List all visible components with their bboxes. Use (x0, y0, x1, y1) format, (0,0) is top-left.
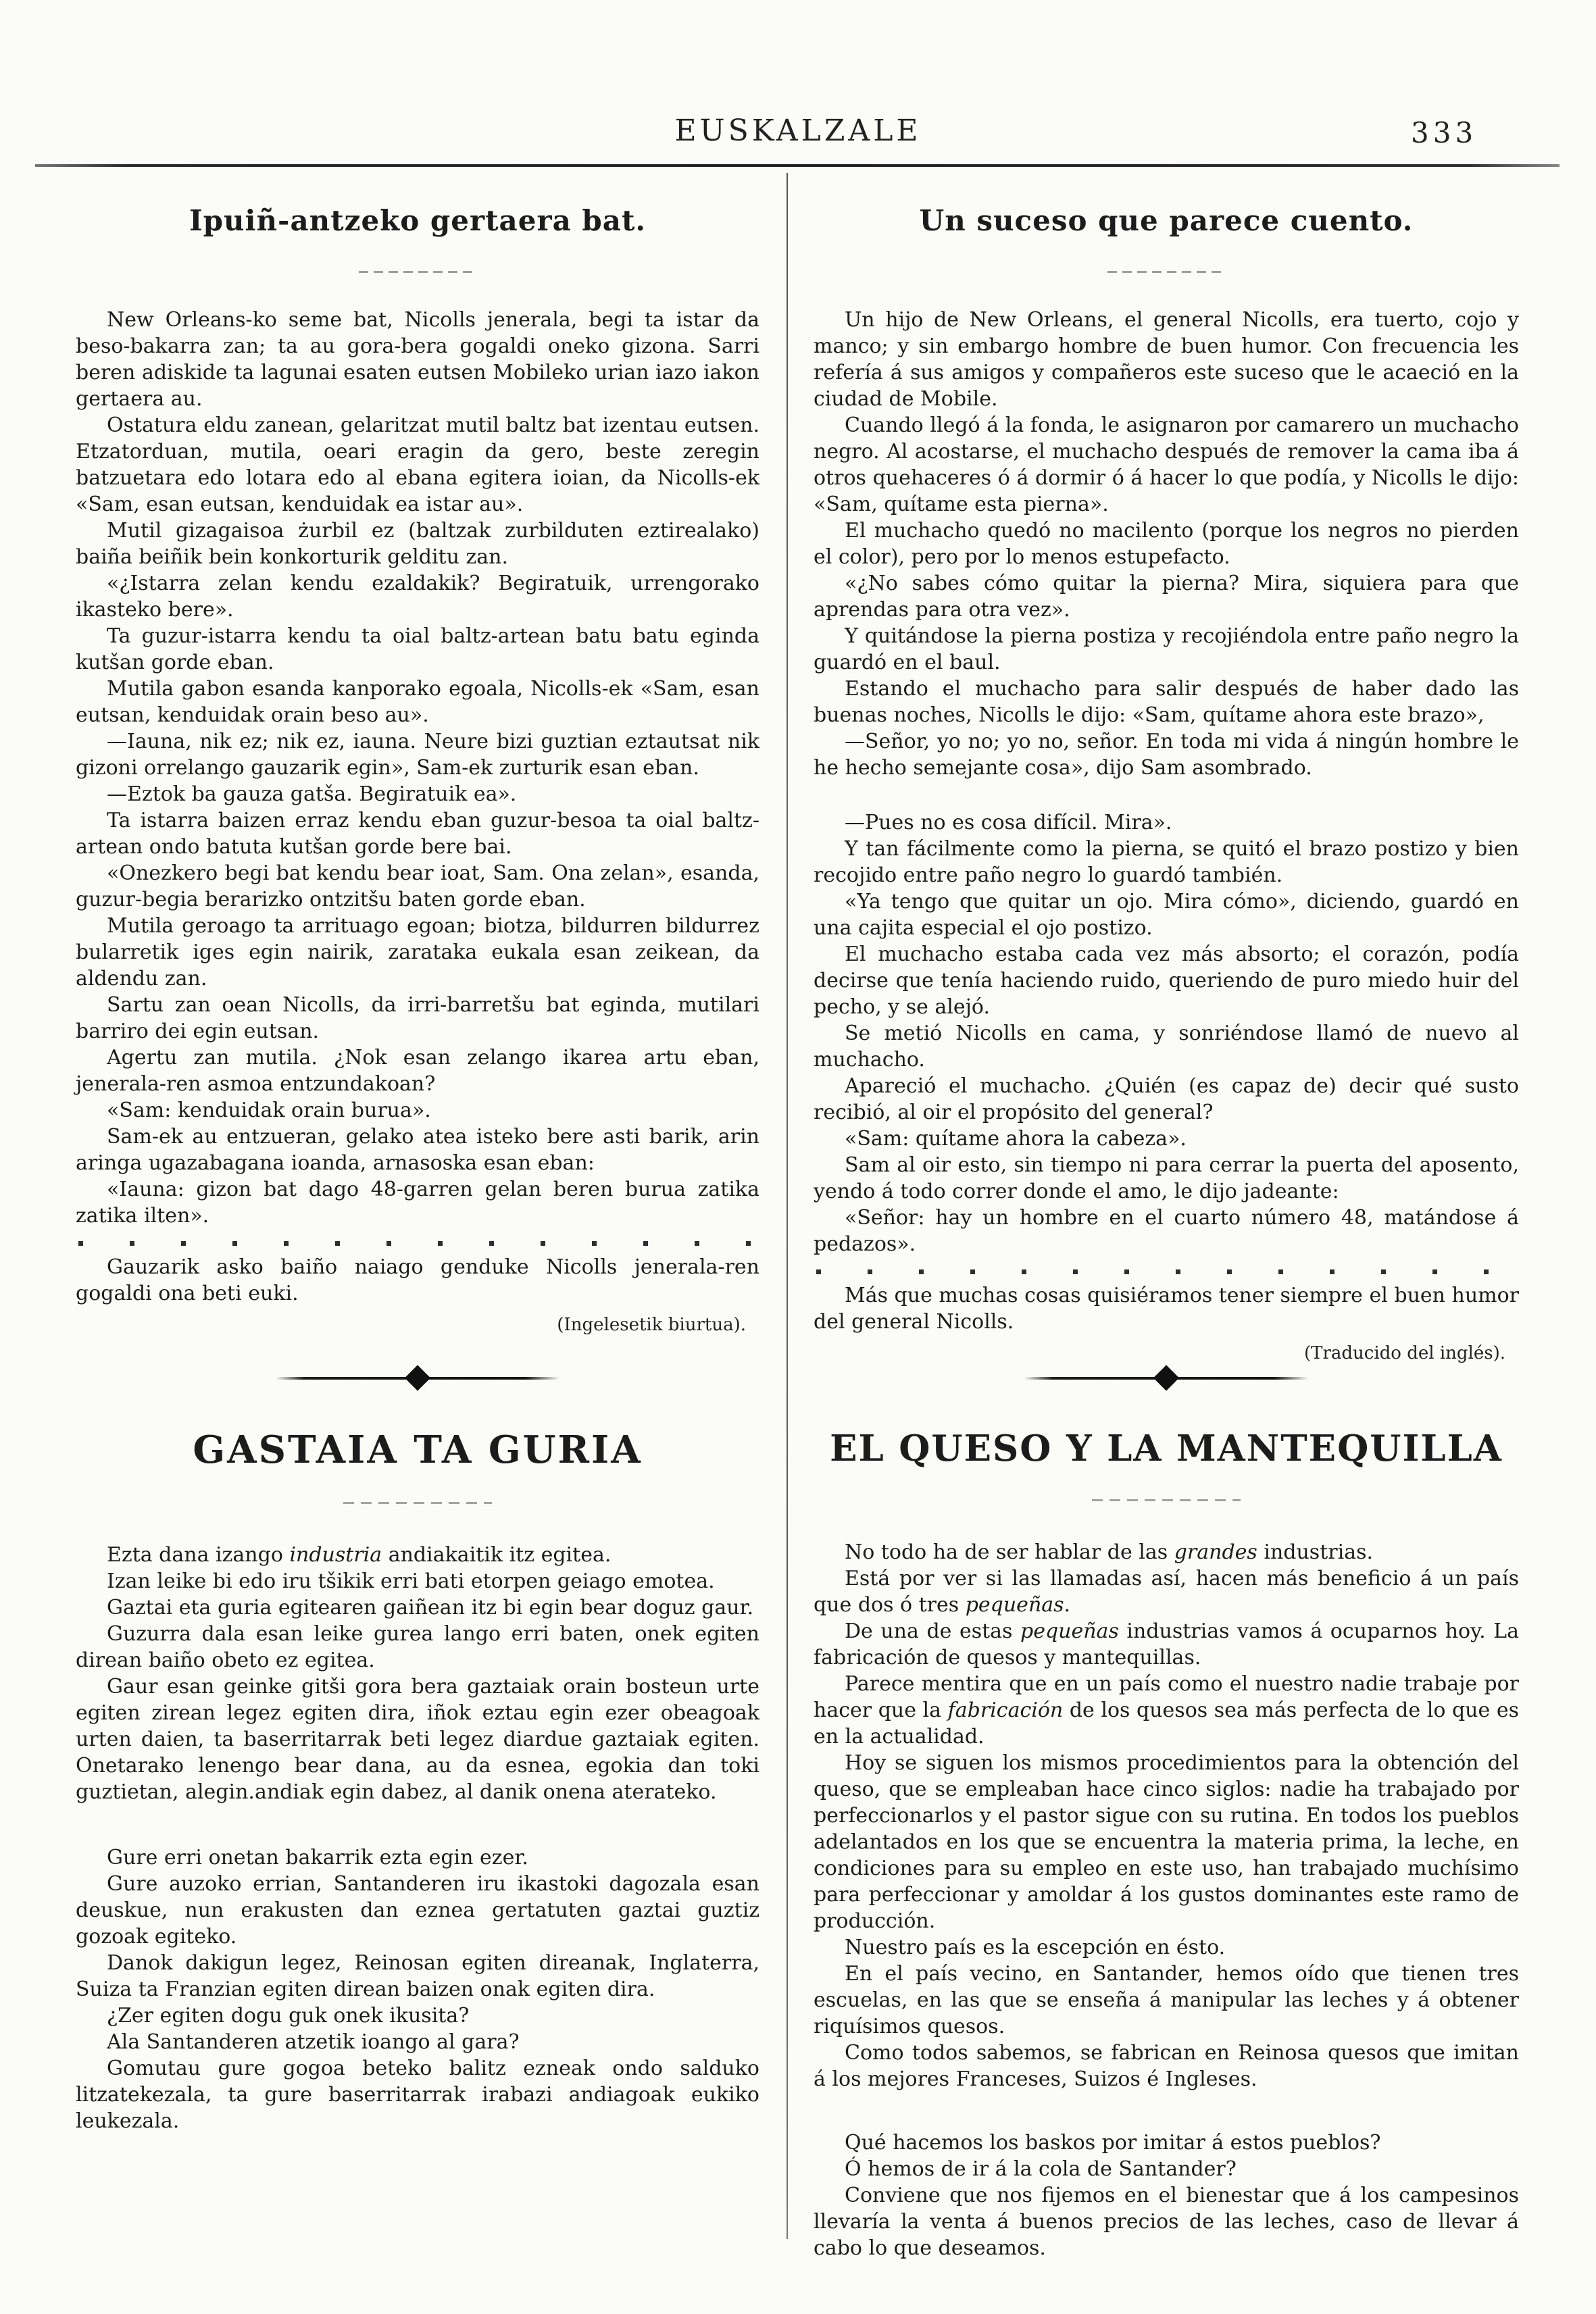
paragraph: No todo ha de ser hablar de las grandes industrias. (845, 1540, 1374, 1564)
left-article-title: GASTAIA TA GURIA (193, 1428, 643, 1472)
paragraph: Gomutau gure gogoa beteko balitz ezneak ondo salduko litzatekezala, ta gure baserritarrak irabazi andiagoak eukiko leukezala. (76, 2057, 759, 2133)
ellipsis-divider (816, 1269, 1516, 1274)
paragraph: En el país vecino, en Santander, hemos oído que tienen tres escuelas, en las que se enseña á manipular las leches y á obtener riquísimos quesos. (814, 1962, 1519, 2038)
paragraph: Como todos sabemos, se fabrican en Reinosa quesos que imitan á los mejores Franceses, Suizos é Ingleses. (814, 2041, 1519, 2091)
paragraph: —Pues no es cosa difícil. Mira». (845, 811, 1172, 834)
title-underline (1092, 1499, 1241, 1501)
paragraph: New Orleans-ko seme bat, Nicolls jenerala, begi ta istar da beso-bakarra zan; ta au gora-bera gogaldi oneko gizona. Sarri beren adiskide ta lagunai esaten eutsen Mobileko urian iazo iakon gertaera au. (76, 308, 759, 411)
paragraph: Se metió Nicolls en cama, y sonriéndose llamó de nuevo al muchacho. (814, 1022, 1519, 1072)
right-article-title: EL QUESO Y LA MANTEQUILLA (830, 1428, 1503, 1469)
paragraph: «Iauna: gizon bat dago 48-garren gelan beren burua zatika zatika ilten». (76, 1178, 759, 1228)
paragraph: Cuando llegó á la fonda, le asignaron por camarero un muchacho negro. Al acostarse, el muchacho después de remover la cama iba á otros quehaceres ó á dormir ó á hacer lo que podía, y Nicolls le dijo: «Sam, quítame esta pierna». (814, 413, 1519, 516)
section-divider-ornament (276, 1367, 559, 1390)
paragraph: Estando el muchacho para salir después de haber dado las buenas noches, Nicolls le dijo: «Sam, quítame ahora este brazo», (814, 677, 1519, 727)
paragraph: «Sam: quítame ahora la cabeza». (845, 1127, 1187, 1151)
paragraph: Mutila gabon esanda kanporako egoala, Nicolls-ek «Sam, esan eutsan, kenduidak orain beso au». (76, 677, 759, 727)
paragraph: Mutil gizagaisoa żurbil ez (baltzak zurbilduten eztirealako) baiña beiñik bein konkorturik gelditu zan. (76, 519, 759, 569)
right-article-paragraphs (814, 1539, 1519, 2261)
paragraph: ¿Zer egiten dogu guk onek ikusita? (107, 2004, 470, 2028)
paragraph: —Eztok ba gauza gatša. Begiratuik ea». (107, 782, 517, 806)
paragraph: Hoy se siguen los mismos procedimientos para la obtención del queso, que se empleaban hace cinco siglos: nadie ha trabajado por perfeccionarlos y el pastor sigue con su rutina. En todos los pueblos adelantados en los que se encuentra la materia prima, la leche, en condiciones para su empleo en este uso, han trabajado muchísimo para perfeccionar y amoldar á los gustos dominantes este ramo de producción. (814, 1751, 1519, 1933)
paragraph: «Señor: hay un hombre en el cuarto número 48, matándose á pedazos». (814, 1206, 1519, 1256)
paragraph: «Sam: kenduidak orain burua». (107, 1099, 431, 1122)
left-article-section (76, 1348, 759, 2134)
paragraph: Conviene que nos fijemos en el bienestar que á los campesinos llevaría la venta á buenos precios de las leches, caso de llevar á cabo lo que deseamos. (814, 2184, 1519, 2260)
header-rule (35, 164, 1560, 167)
paragraph: Agertu zan mutila. ¿Nok esan zelango ikarea artu eban, jenerala-ren asmoa entzundakoan? (76, 1046, 759, 1096)
paragraph: Gure auzoko errian, Santanderen iru ikastoki dagozala esan deuskue, nun erakusten dan eznea gertatuten gaztai guztiz gozoak egiteko. (76, 1872, 759, 1948)
diamond-icon (405, 1365, 430, 1390)
right-story-title: Un suceso que parece cuento. (919, 204, 1414, 237)
paragraph: «Ya tengo que quitar un ojo. Mira cómo», diciendo, guardó en una cajita especial el ojo postizo. (814, 890, 1519, 940)
diamond-icon (1153, 1365, 1179, 1390)
left-story-title: Ipuiñ-antzeko gertaera bat. (189, 204, 647, 237)
right-story-signature: (Traducido del inglés). (1303, 1343, 1505, 1363)
paragraph: El muchacho quedó no macilento (porque los negros no pierden el color), pero por lo menos estupefacto. (814, 519, 1519, 569)
left-story-section (76, 195, 759, 1335)
paragraph: Qué hacemos los baskos por imitar á estos pueblos? (845, 2131, 1381, 2155)
paragraph: Ó hemos de ir á la cola de Santander? (845, 2157, 1237, 2181)
right-story-closing: Más que muchas cosas quisiéramos tener siempre el buen humor del general Nicolls. (814, 1284, 1519, 1334)
paragraph: «Onezkero begi bat kendu bear ioat, Sam. Ona zelan», esanda, guzur-begia berarizko ontzitšu baten gorde eban. (76, 861, 759, 911)
left-story-closing: Gauzarik asko baiño naiago genduke Nicolls jenerala-ren gogaldi ona beti euki. (76, 1255, 759, 1305)
paragraph: Ezta dana izango industria andiakaitik itz egitea. (107, 1543, 612, 1567)
paragraph: Danok dakigun legez, Reinosan egiten direanak, Inglaterra, Suiza ta Franzian egiten direan baizen onak egiten dira. (76, 1951, 759, 2001)
paragraph: Mutila geroago ta arrituago egoan; biotza, bildurren bildurrez bularretik iges egin nairik, zarataka eukala esan zeikean, da aldendu zan. (76, 914, 759, 990)
right-article-section (814, 1348, 1519, 2261)
ellipsis-divider (78, 1241, 757, 1246)
title-underline (359, 271, 477, 273)
page-number: 333 (1411, 116, 1478, 149)
paragraph: Ta istarra baizen erraz kendu eban guzur-besoa ta oial baltz-artean ondo batuta kutšan gorde bere bai. (76, 809, 759, 859)
right-story-section (814, 195, 1519, 1363)
left-story-signature: (Ingelesetik biurtua). (557, 1315, 746, 1335)
paragraph: Y tan fácilmente como la pierna, se quitó el brazo postizo y bien recojido entre paño negro lo guardó también. (814, 837, 1519, 887)
left-article-paragraphs (76, 1542, 759, 2134)
left-story-paragraphs (76, 307, 759, 1229)
column-divider (787, 173, 788, 2239)
paragraph: Sartu zan oean Nicolls, da irri-barretšu bat eginda, mutilari barriro dei egin eutsan. (76, 993, 759, 1043)
journal-masthead: EUSKALZALE (674, 114, 922, 148)
section-divider-ornament (1024, 1367, 1308, 1390)
paragraph: El muchacho estaba cada vez más absorto; el corazón, podía decirse que tenía haciendo ruido, queriendo de puro miedo huir del pecho, y se alejó. (814, 942, 1519, 1019)
paragraph: Sam-ek au entzueran, gelako atea isteko bere asti barik, arin aringa ugazabagana ioanda, arnasoska esan eban: (76, 1125, 759, 1175)
paragraph: Y quitándose la pierna postiza y recojiéndola entre paño negro la guardó en el baul. (814, 624, 1519, 674)
paragraph: Gure erri onetan bakarrik ezta egin ezer. (107, 1846, 528, 1869)
paragraph: Gaur esan geinke gitši gora bera gaztaiak orain bosteun urte egiten zirean legez egiten dira, iñok eztau egin ezer obeagoak urten daien, ta baserritarrak beti legez diardue gaztaiak egiten. Onetarako lenengo bear dana, au da esnea, egokia dan toki guztietan, alegin.andiak egin dabez, al danik onena aterateko. (76, 1675, 759, 1804)
paragraph: Sam al oir esto, sin tiempo ni para cerrar la puerta del aposento, yendo á todo correr donde el amo, le dijo jadeante: (814, 1153, 1519, 1203)
paragraph: Está por ver si las llamadas así, hacen más beneficio á un país que dos ó tres pequeñas. (814, 1567, 1519, 1617)
paragraph: Guzurra dala esan leike gurea lango erri baten, onek egiten direan baiño obeto ez egitea. (76, 1622, 759, 1672)
paragraph: Ta guzur-istarra kendu ta oial baltz-artean batu batu eginda kutšan gorde eban. (76, 624, 759, 674)
paragraph: «¿No sabes cómo quitar la pierna? Mira, siquiera para que aprendas para otra vez». (814, 572, 1519, 622)
paragraph: Ostatura eldu zanean, gelaritzat mutil baltz bat izentau eutsen. Etzatorduan, mutila, oeari eragin da gero, beste zeregin batzuetara edo lotara edo al ebana egitera ioian, da Nicolls-ek «Sam, esan eutsan, kenduidak ea istar au». (76, 413, 759, 516)
title-underline (1107, 271, 1226, 273)
paragraph: Nuestro país es la escepción en ésto. (845, 1936, 1226, 1959)
paragraph: —Señor, yo no; yo no, señor. En toda mi vida á ningún hombre le he hecho semejante cosa», dijo Sam asombrado. (814, 730, 1519, 780)
paragraph: «¿Istarra zelan kendu ezaldakik? Begiratuik, urrengorako ikasteko bere». (76, 572, 759, 622)
paragraph: Apareció el muchacho. ¿Quién (es capaz de) decir qué susto recibió, al oir el propósito del general? (814, 1074, 1519, 1124)
paragraph: Parece mentira que en un país como el nuestro nadie trabaje por hacer que la fabricación de los quesos sea más perfecta de lo que es en la actualidad. (814, 1672, 1519, 1749)
title-underline (343, 1502, 492, 1504)
paragraph: Un hijo de New Orleans, el general Nicolls, era tuerto, cojo y manco; y sin embargo hombre de buen humor. Con frecuencia les refería á sus amigos y compañeros este suceso que le acaeció en la ciudad de Mobile. (814, 308, 1519, 411)
paragraph: —Iauna, nik ez; nik ez, iauna. Neure bizi guztian eztautsat nik gizoni orrelango gauzarik egin», Sam-ek zurturik esan eban. (76, 730, 759, 780)
right-story-paragraphs (814, 307, 1519, 1257)
paragraph: De una de estas pequeñas industrias vamos á ocuparnos hoy. La fabricación de quesos y mantequillas. (814, 1619, 1519, 1669)
paragraph: Gaztai eta guria egitearen gaiñean itz bi egin bear doguz gaur. (107, 1596, 754, 1619)
paragraph: Ala Santanderen atzetik ioango al gara? (107, 2030, 520, 2054)
paragraph: Izan leike bi edo iru tšikik erri bati etorpen geiago emotea. (107, 1569, 715, 1593)
